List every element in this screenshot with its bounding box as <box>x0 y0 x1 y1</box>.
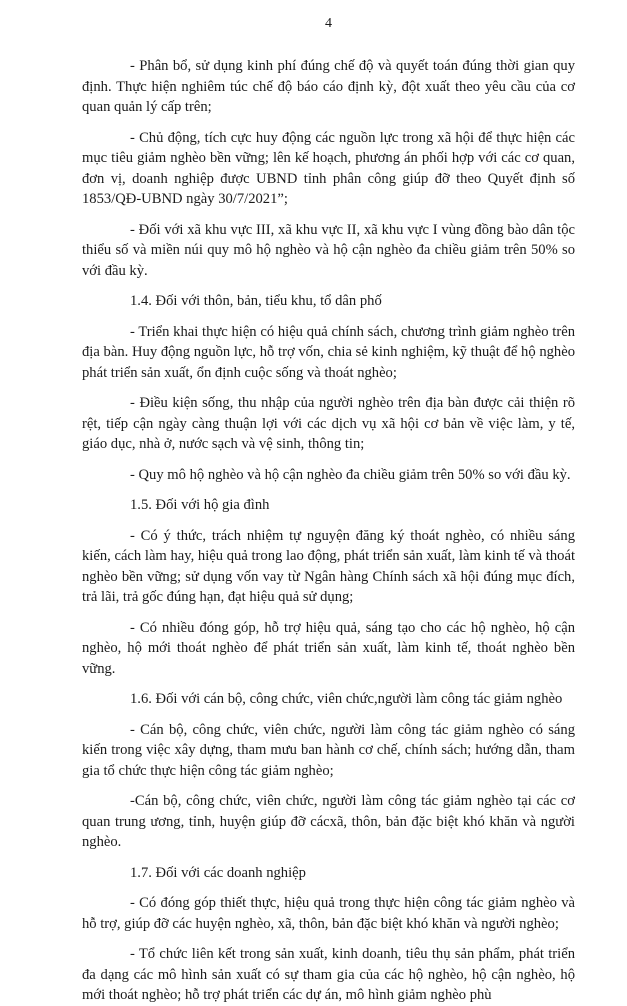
section-heading: 1.7. Đối với các doanh nghiệp <box>130 864 306 881</box>
paragraph: - Có đóng góp thiết thực, hiệu quả trong thực hiện công tác giảm nghèo và hỗ trợ, giúp đỡ các huyện nghèo, xã, thôn, bản đặc biệt khó khăn và người nghèo; <box>82 895 575 932</box>
paragraph: -Cán bộ, công chức, viên chức, người làm công tác giảm nghèo tại các cơ quan trung ương, tỉnh, huyện giúp đỡ cácxã, thôn, bản đặc biệt khó khăn và người nghèo. <box>82 793 575 850</box>
paragraph: - Quy mô hộ nghèo và hộ cận nghèo đa chiều giảm trên 50% so với đầu kỳ. <box>130 466 571 483</box>
paragraph: - Cán bộ, công chức, viên chức, người làm công tác giảm nghèo có sáng kiến trong việc xây dựng, tham mưu ban hành cơ chế, chính sách; hướng dẫn, tham gia tổ chức thực hiện công tác giảm nghèo; <box>82 721 575 779</box>
page-number: 4 <box>325 16 332 31</box>
paragraph: - Tổ chức liên kết trong sản xuất, kinh doanh, tiêu thụ sản phẩm, phát triển đa dạng các mô hình sản xuất có sự tham gia của các hộ nghèo, hộ cận nghèo, hộ mới thoát nghèo; hỗ trợ phát triển các dự án, mô hình giảm nghèo phù <box>82 946 575 1003</box>
paragraph: - Đối với xã khu vực III, xã khu vực II, xã khu vực I vùng đồng bào dân tộc thiểu số và miền núi quy mô hộ nghèo và hộ cận nghèo đa chiều giảm trên 50% so với đầu kỳ. <box>82 221 575 279</box>
paragraph: - Có ý thức, trách nhiệm tự nguyện đăng ký thoát nghèo, có nhiều sáng kiến, cách làm hay, hiệu quả trong lao động, phát triển sản xuất, làm kinh tế và thoát nghèo bền vững; sử dụng vốn vay từ Ngân hàng Chính sách xã hội đúng mục đích, trả lãi, trả gốc đúng hạn, đạt hiệu quả sử dụng; <box>82 527 575 605</box>
paragraph: - Có nhiều đóng góp, hỗ trợ hiệu quả, sáng tạo cho các hộ nghèo, hộ cận nghèo, hộ mới thoát nghèo để phát triển sản xuất, làm kinh tế, thoát nghèo bền vững. <box>82 619 575 677</box>
paragraph: - Điều kiện sống, thu nhập của người nghèo trên địa bàn được cải thiện rõ rệt, tiếp cận ngày càng thuận lợi với các dịch vụ xã hội cơ bản về việc làm, y tế, giáo dục, nhà ở, nước sạch và vệ sinh, thông tin; <box>82 395 575 452</box>
section-heading: 1.4. Đối với thôn, bản, tiểu khu, tổ dân phố <box>130 293 382 309</box>
paragraph: - Chủ động, tích cực huy động các nguồn lực trong xã hội để thực hiện các mục tiêu giảm nghèo bền vững; lên kế hoạch, phương án phối hợp với các cơ quan, đơn vị, doanh nghiệp được UBND tỉnh phân công giúp đỡ theo Quyết định số 1853/QĐ-UBND ngày 30/7/2021”; <box>82 129 575 207</box>
section-heading: 1.6. Đối với cán bộ, công chức, viên chức,người làm công tác giảm nghèo <box>130 691 563 707</box>
section-heading: 1.5. Đối với hộ gia đình <box>130 497 270 513</box>
paragraph: - Triển khai thực hiện có hiệu quả chính sách, chương trình giảm nghèo trên địa bàn. Huy động nguồn lực, hỗ trợ vốn, chia sẻ kinh nghiệm, kỹ thuật để hộ nghèo phát triển sản xuất, ổn định cuộc sống và thoát nghèo; <box>82 323 575 381</box>
paragraph: - Phân bổ, sử dụng kinh phí đúng chế độ và quyết toán đúng thời gian quy định. Thực hiện nghiêm túc chế độ báo cáo định kỳ, đột xuất theo yêu cầu của cơ quan quản lý cấp trên; <box>82 58 575 115</box>
